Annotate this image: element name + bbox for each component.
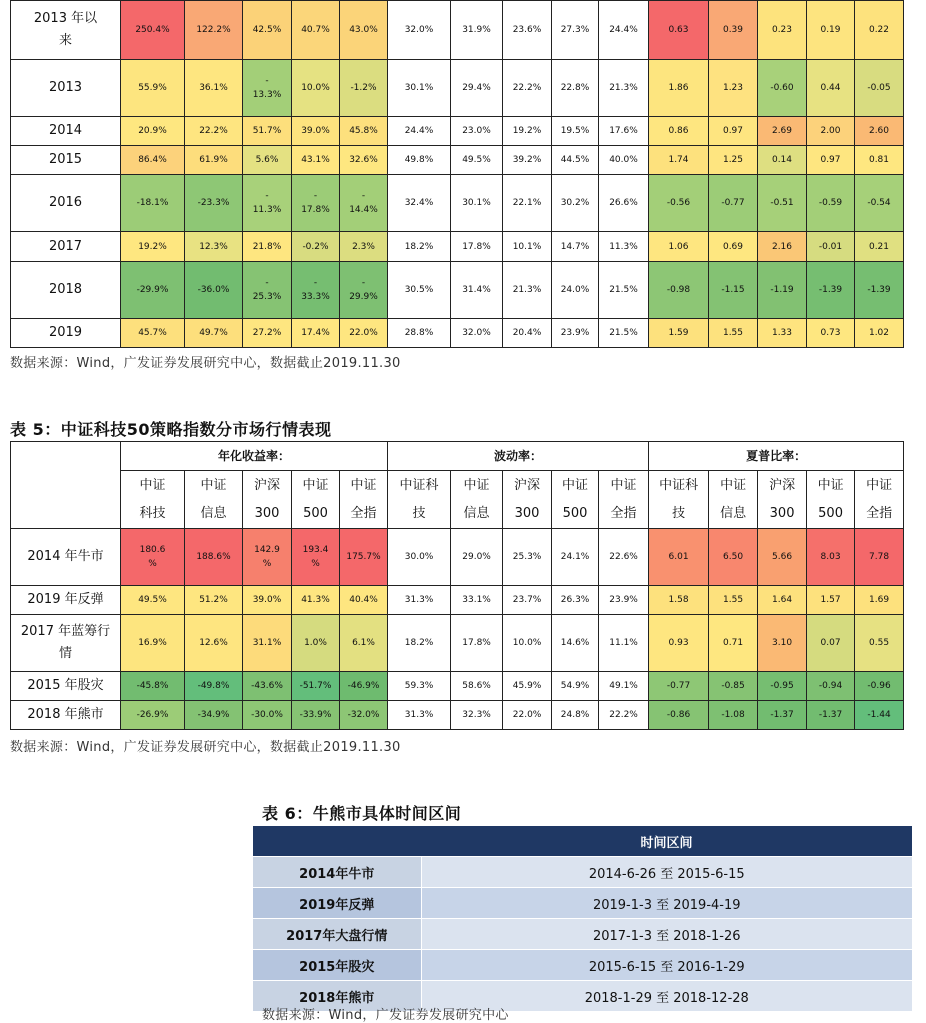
corner-cell xyxy=(11,442,121,529)
table-cell: -1.39 xyxy=(807,262,855,319)
table-row xyxy=(11,672,904,701)
column-header: 中证 信息 xyxy=(185,471,243,529)
table-cell: 31.1% xyxy=(243,615,292,672)
table-cell: 175.7% xyxy=(340,529,388,586)
column-header: 中证 全指 xyxy=(599,471,649,529)
row-label: 2018 xyxy=(11,262,121,319)
table-cell: 0.93 xyxy=(649,615,709,672)
table-cell: -0.01 xyxy=(807,232,855,262)
table-cell: 49.8% xyxy=(388,146,451,175)
table-cell: 44.5% xyxy=(552,146,599,175)
table-cell: 33.1% xyxy=(451,586,503,615)
table-cell: 0.39 xyxy=(709,1,758,60)
table-cell: - 17.8% xyxy=(292,175,340,232)
table-cell: 1.86 xyxy=(649,60,709,117)
row-label: 2017 xyxy=(11,232,121,262)
period-range: 2017-1-3 至 2018-1-26 xyxy=(421,919,912,950)
table-cell: 20.4% xyxy=(503,319,552,348)
table-cell: 24.4% xyxy=(388,117,451,146)
table-cell: 45.7% xyxy=(121,319,185,348)
table-cell: -43.6% xyxy=(243,672,292,701)
table-cell: 55.9% xyxy=(121,60,185,117)
source-note-3: 数据来源：Wind，广发证券发展研究中心 xyxy=(262,1008,509,1023)
table-cell: -45.8% xyxy=(121,672,185,701)
row-label: 2019 年反弹 xyxy=(11,586,121,615)
table-cell: 0.21 xyxy=(855,232,904,262)
table-cell: 18.2% xyxy=(388,232,451,262)
table-cell: 23.6% xyxy=(503,1,552,60)
table-cell: -46.9% xyxy=(340,672,388,701)
table-cell: -1.15 xyxy=(709,262,758,319)
table-cell: 40.4% xyxy=(340,586,388,615)
period-range: 2015-6-15 至 2016-1-29 xyxy=(421,950,912,981)
table-cell: 30.5% xyxy=(388,262,451,319)
table-cell: 1.0% xyxy=(292,615,340,672)
table-cell: 45.9% xyxy=(503,672,552,701)
table-cell: -0.98 xyxy=(649,262,709,319)
row-label: 2014 年牛市 xyxy=(11,529,121,586)
table-cell: 11.3% xyxy=(599,232,649,262)
table-row xyxy=(11,586,904,615)
table-cell: 0.73 xyxy=(807,319,855,348)
table-cell: 22.2% xyxy=(503,60,552,117)
table-cell: 49.5% xyxy=(121,586,185,615)
table-cell: 1.58 xyxy=(649,586,709,615)
table-cell: - 13.3% xyxy=(243,60,292,117)
table-cell: -33.9% xyxy=(292,701,340,730)
table-cell: 17.6% xyxy=(599,117,649,146)
period-range: 2019-1-3 至 2019-4-19 xyxy=(421,888,912,919)
table-row xyxy=(11,232,904,262)
table-cell: 1.55 xyxy=(709,586,758,615)
table-cell: -51.7% xyxy=(292,672,340,701)
table-row xyxy=(253,857,912,888)
table-cell: 31.3% xyxy=(388,701,451,730)
table-cell: 1.02 xyxy=(855,319,904,348)
table-cell: 19.2% xyxy=(503,117,552,146)
table-row xyxy=(11,262,904,319)
table-cell: 0.55 xyxy=(855,615,904,672)
table-cell: -30.0% xyxy=(243,701,292,730)
table-cell: - 33.3% xyxy=(292,262,340,319)
table-row xyxy=(11,1,904,60)
column-header: 中证 全指 xyxy=(340,471,388,529)
table-cell: 25.3% xyxy=(503,529,552,586)
table-6 xyxy=(253,826,912,1012)
column-header: 中证 500 xyxy=(292,471,340,529)
table-cell: 1.25 xyxy=(709,146,758,175)
table-cell: -0.51 xyxy=(758,175,807,232)
period-name: 2014年牛市 xyxy=(253,857,421,888)
header-blank xyxy=(253,826,421,857)
table-cell: -0.85 xyxy=(709,672,758,701)
table-cell: 5.6% xyxy=(243,146,292,175)
table-cell: 43.0% xyxy=(340,1,388,60)
table-cell: 0.22 xyxy=(855,1,904,60)
table-cell: 26.6% xyxy=(599,175,649,232)
table-cell: 14.7% xyxy=(552,232,599,262)
table-cell: 23.0% xyxy=(451,117,503,146)
group-header: 夏普比率： xyxy=(649,442,904,471)
table-cell: 21.3% xyxy=(503,262,552,319)
table-cell: 193.4 % xyxy=(292,529,340,586)
table-cell: -18.1% xyxy=(121,175,185,232)
table-cell: 1.69 xyxy=(855,586,904,615)
table-cell: 1.64 xyxy=(758,586,807,615)
table-cell: 27.2% xyxy=(243,319,292,348)
table-cell: -0.96 xyxy=(855,672,904,701)
table-cell: 39.0% xyxy=(243,586,292,615)
table-cell: 31.9% xyxy=(451,1,503,60)
period-name: 2019年反弹 xyxy=(253,888,421,919)
table-cell: 22.8% xyxy=(552,60,599,117)
column-header: 中证科 技 xyxy=(649,471,709,529)
table-cell: -0.56 xyxy=(649,175,709,232)
row-label: 2018 年熊市 xyxy=(11,701,121,730)
table-cell: 0.23 xyxy=(758,1,807,60)
table-cell: 22.2% xyxy=(185,117,243,146)
table-cell: -23.3% xyxy=(185,175,243,232)
table-cell: 8.03 xyxy=(807,529,855,586)
table-cell: 30.2% xyxy=(552,175,599,232)
table-cell: -1.39 xyxy=(855,262,904,319)
table-cell: -1.37 xyxy=(807,701,855,730)
table-cell: 1.23 xyxy=(709,60,758,117)
table-cell: 0.14 xyxy=(758,146,807,175)
table-cell: 142.9 % xyxy=(243,529,292,586)
table-cell: -0.59 xyxy=(807,175,855,232)
table-cell: 19.2% xyxy=(121,232,185,262)
group-header-row xyxy=(11,442,904,471)
table-cell: 1.57 xyxy=(807,586,855,615)
table-cell: -1.2% xyxy=(340,60,388,117)
table-cell: 6.50 xyxy=(709,529,758,586)
table-cell: 1.33 xyxy=(758,319,807,348)
table-cell: 23.9% xyxy=(552,319,599,348)
column-header: 沪深 300 xyxy=(503,471,552,529)
table-cell: 7.78 xyxy=(855,529,904,586)
table-cell: -29.9% xyxy=(121,262,185,319)
table-cell: -26.9% xyxy=(121,701,185,730)
table-cell: 19.5% xyxy=(552,117,599,146)
table-cell: 30.0% xyxy=(388,529,451,586)
table-cell: 31.4% xyxy=(451,262,503,319)
table-cell: 0.19 xyxy=(807,1,855,60)
table-cell: -1.08 xyxy=(709,701,758,730)
table-row xyxy=(253,888,912,919)
period-name: 2015年股灾 xyxy=(253,950,421,981)
row-label: 2013 xyxy=(11,60,121,117)
table-cell: 0.97 xyxy=(807,146,855,175)
table-cell: 1.74 xyxy=(649,146,709,175)
column-header: 中证科 技 xyxy=(388,471,451,529)
period-range: 2014-6-26 至 2015-6-15 xyxy=(421,857,912,888)
column-header: 中证 信息 xyxy=(451,471,503,529)
table-cell: 0.86 xyxy=(649,117,709,146)
row-label: 2014 xyxy=(11,117,121,146)
row-label: 2015 xyxy=(11,146,121,175)
table-cell: 32.0% xyxy=(451,319,503,348)
table-cell: 58.6% xyxy=(451,672,503,701)
table-cell: 10.0% xyxy=(503,615,552,672)
column-header: 中证 科技 xyxy=(121,471,185,529)
column-header: 中证 500 xyxy=(807,471,855,529)
table-cell: 10.0% xyxy=(292,60,340,117)
table-cell: 0.44 xyxy=(807,60,855,117)
table-cell: 1.55 xyxy=(709,319,758,348)
table-cell: 12.3% xyxy=(185,232,243,262)
table-row xyxy=(11,615,904,672)
table-row xyxy=(11,175,904,232)
table-cell: 29.0% xyxy=(451,529,503,586)
table-cell: 30.1% xyxy=(388,60,451,117)
column-header: 中证 信息 xyxy=(709,471,758,529)
table-cell: -0.54 xyxy=(855,175,904,232)
table-cell: 30.1% xyxy=(451,175,503,232)
group-header: 波动率： xyxy=(388,442,649,471)
period-name: 2018年熊市 xyxy=(253,981,421,1012)
table-cell: -1.37 xyxy=(758,701,807,730)
table-cell: 28.8% xyxy=(388,319,451,348)
row-label: 2019 xyxy=(11,319,121,348)
table-cell: 24.1% xyxy=(552,529,599,586)
table-cell: -0.86 xyxy=(649,701,709,730)
table-cell: 0.07 xyxy=(807,615,855,672)
table-row xyxy=(11,146,904,175)
table-cell: -0.94 xyxy=(807,672,855,701)
table-cell: 42.5% xyxy=(243,1,292,60)
table-cell: 21.8% xyxy=(243,232,292,262)
table-row xyxy=(11,319,904,348)
table-cell: 22.0% xyxy=(340,319,388,348)
table-cell: 51.2% xyxy=(185,586,243,615)
column-header: 中证 500 xyxy=(552,471,599,529)
table-cell: 188.6% xyxy=(185,529,243,586)
table-cell: -0.05 xyxy=(855,60,904,117)
table-cell: 250.4% xyxy=(121,1,185,60)
table-cell: 0.69 xyxy=(709,232,758,262)
table-cell: 10.1% xyxy=(503,232,552,262)
table-cell: 39.2% xyxy=(503,146,552,175)
table-cell: 122.2% xyxy=(185,1,243,60)
table-cell: - 29.9% xyxy=(340,262,388,319)
table-5 xyxy=(10,441,904,730)
table-cell: - 25.3% xyxy=(243,262,292,319)
table-cell: 40.7% xyxy=(292,1,340,60)
table-row xyxy=(11,701,904,730)
table-cell: 20.9% xyxy=(121,117,185,146)
table-cell: 2.60 xyxy=(855,117,904,146)
table-cell: 59.3% xyxy=(388,672,451,701)
table-cell: 3.10 xyxy=(758,615,807,672)
table-cell: 41.3% xyxy=(292,586,340,615)
table-cell: - 11.3% xyxy=(243,175,292,232)
row-label: 2015 年股灾 xyxy=(11,672,121,701)
table-cell: 22.2% xyxy=(599,701,649,730)
table-cell: 49.7% xyxy=(185,319,243,348)
row-label: 2017 年蓝筹行 情 xyxy=(11,615,121,672)
table-cell: 1.59 xyxy=(649,319,709,348)
table-cell: 36.1% xyxy=(185,60,243,117)
table-cell: 32.0% xyxy=(388,1,451,60)
table-cell: -36.0% xyxy=(185,262,243,319)
table-cell: 24.8% xyxy=(552,701,599,730)
table-row xyxy=(11,117,904,146)
source-note-2: 数据来源：Wind，广发证券发展研究中心，数据截止2019.11.30 xyxy=(10,740,401,755)
table-cell: 23.9% xyxy=(599,586,649,615)
table-6-caption: 表 6：牛熊市具体时间区间 xyxy=(262,804,462,823)
table-cell: 2.69 xyxy=(758,117,807,146)
table-cell: -1.19 xyxy=(758,262,807,319)
table-cell: 32.3% xyxy=(451,701,503,730)
table-cell: 29.4% xyxy=(451,60,503,117)
row-label: 2016 xyxy=(11,175,121,232)
table-cell: 43.1% xyxy=(292,146,340,175)
table-cell: 6.01 xyxy=(649,529,709,586)
table-cell: -49.8% xyxy=(185,672,243,701)
table-row xyxy=(253,950,912,981)
table-cell: 86.4% xyxy=(121,146,185,175)
table-cell: 2.3% xyxy=(340,232,388,262)
table-cell: 1.06 xyxy=(649,232,709,262)
table-cell: 39.0% xyxy=(292,117,340,146)
table-cell: 11.1% xyxy=(599,615,649,672)
table-cell: -0.60 xyxy=(758,60,807,117)
table-cell: 31.3% xyxy=(388,586,451,615)
source-note: 数据来源：Wind，广发证券发展研究中心，数据截止2019.11.30 xyxy=(10,356,401,371)
table-cell: 24.0% xyxy=(552,262,599,319)
table-cell: 27.3% xyxy=(552,1,599,60)
table-cell: -0.2% xyxy=(292,232,340,262)
table-row xyxy=(253,919,912,950)
table-cell: 45.8% xyxy=(340,117,388,146)
table-cell: 26.3% xyxy=(552,586,599,615)
table-cell: 0.63 xyxy=(649,1,709,60)
table-cell: 22.0% xyxy=(503,701,552,730)
table-cell: 54.9% xyxy=(552,672,599,701)
table-cell: 22.1% xyxy=(503,175,552,232)
table-cell: -0.77 xyxy=(649,672,709,701)
table-cell: 32.6% xyxy=(340,146,388,175)
table-row xyxy=(11,529,904,586)
column-header: 沪深 300 xyxy=(243,471,292,529)
table-cell: 17.8% xyxy=(451,615,503,672)
column-header: 沪深 300 xyxy=(758,471,807,529)
period-range: 2018-1-29 至 2018-12-28 xyxy=(421,981,912,1012)
table-cell: 17.4% xyxy=(292,319,340,348)
table-cell: 51.7% xyxy=(243,117,292,146)
table-cell: -1.44 xyxy=(855,701,904,730)
table-cell: 180.6 % xyxy=(121,529,185,586)
table-cell: 16.9% xyxy=(121,615,185,672)
table-4 xyxy=(10,0,904,348)
table-cell: 0.97 xyxy=(709,117,758,146)
table-row xyxy=(11,60,904,117)
table-cell: 12.6% xyxy=(185,615,243,672)
table-cell: 40.0% xyxy=(599,146,649,175)
table-cell: 0.81 xyxy=(855,146,904,175)
table-cell: -34.9% xyxy=(185,701,243,730)
table-cell: -0.95 xyxy=(758,672,807,701)
header-time-range: 时间区间 xyxy=(421,826,912,857)
table-cell: 23.7% xyxy=(503,586,552,615)
period-name: 2017年大盘行情 xyxy=(253,919,421,950)
group-header: 年化收益率： xyxy=(121,442,388,471)
table-cell: 2.00 xyxy=(807,117,855,146)
table-cell: 21.5% xyxy=(599,262,649,319)
table-cell: 21.3% xyxy=(599,60,649,117)
table-cell: 49.1% xyxy=(599,672,649,701)
column-header: 中证 全指 xyxy=(855,471,904,529)
table-cell: 18.2% xyxy=(388,615,451,672)
table-5-caption: 表 5：中证科技50策略指数分市场行情表现 xyxy=(10,420,332,439)
table-cell: 5.66 xyxy=(758,529,807,586)
table-cell: 61.9% xyxy=(185,146,243,175)
table-cell: 49.5% xyxy=(451,146,503,175)
table-cell: - 14.4% xyxy=(340,175,388,232)
table-cell: -0.77 xyxy=(709,175,758,232)
table-cell: 17.8% xyxy=(451,232,503,262)
table-cell: 32.4% xyxy=(388,175,451,232)
table-cell: 21.5% xyxy=(599,319,649,348)
table-cell: -32.0% xyxy=(340,701,388,730)
subheader-row xyxy=(11,471,904,529)
table-cell: 24.4% xyxy=(599,1,649,60)
table-cell: 2.16 xyxy=(758,232,807,262)
table-cell: 6.1% xyxy=(340,615,388,672)
table-cell: 0.71 xyxy=(709,615,758,672)
row-label: 2013 年以 来 xyxy=(11,1,121,60)
table-cell: 22.6% xyxy=(599,529,649,586)
table-cell: 14.6% xyxy=(552,615,599,672)
